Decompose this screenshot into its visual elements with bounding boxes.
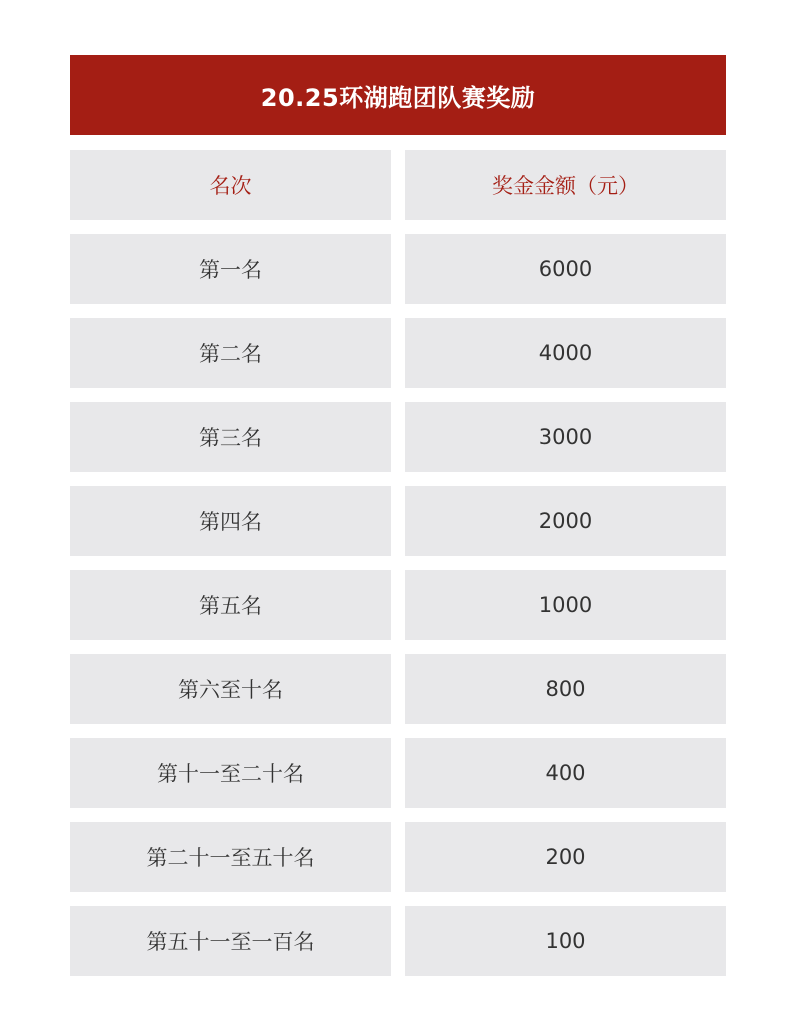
table-row <box>70 906 726 976</box>
rank-cell: 第一名 <box>70 234 391 304</box>
rank-cell: 第四名 <box>70 486 391 556</box>
table-row <box>70 318 726 388</box>
rank-cell: 第六至十名 <box>70 654 391 724</box>
rank-cell: 第二名 <box>70 318 391 388</box>
prize-cell: 6000 <box>405 234 726 304</box>
table-row <box>70 234 726 304</box>
header-rank: 名次 <box>70 150 391 220</box>
header-prize-amount: 奖金金额（元） <box>405 150 726 220</box>
prize-cell: 2000 <box>405 486 726 556</box>
title-banner <box>70 55 726 135</box>
prize-cell: 200 <box>405 822 726 892</box>
rank-cell: 第五名 <box>70 570 391 640</box>
table-row <box>70 738 726 808</box>
page-title: 20.25环湖跑团队赛奖励 <box>260 83 536 112</box>
table-row <box>70 486 726 556</box>
table-row <box>70 402 726 472</box>
table-row <box>70 822 726 892</box>
rank-cell: 第十一至二十名 <box>70 738 391 808</box>
table-row <box>70 570 726 640</box>
table-row <box>70 654 726 724</box>
rank-cell: 第三名 <box>70 402 391 472</box>
prize-cell: 100 <box>405 906 726 976</box>
prize-cell: 4000 <box>405 318 726 388</box>
prize-cell: 800 <box>405 654 726 724</box>
prize-table <box>70 150 726 990</box>
rank-cell: 第五十一至一百名 <box>70 906 391 976</box>
rank-cell: 第二十一至五十名 <box>70 822 391 892</box>
table-header-row <box>70 150 726 220</box>
prize-cell: 400 <box>405 738 726 808</box>
prize-cell: 3000 <box>405 402 726 472</box>
prize-cell: 1000 <box>405 570 726 640</box>
